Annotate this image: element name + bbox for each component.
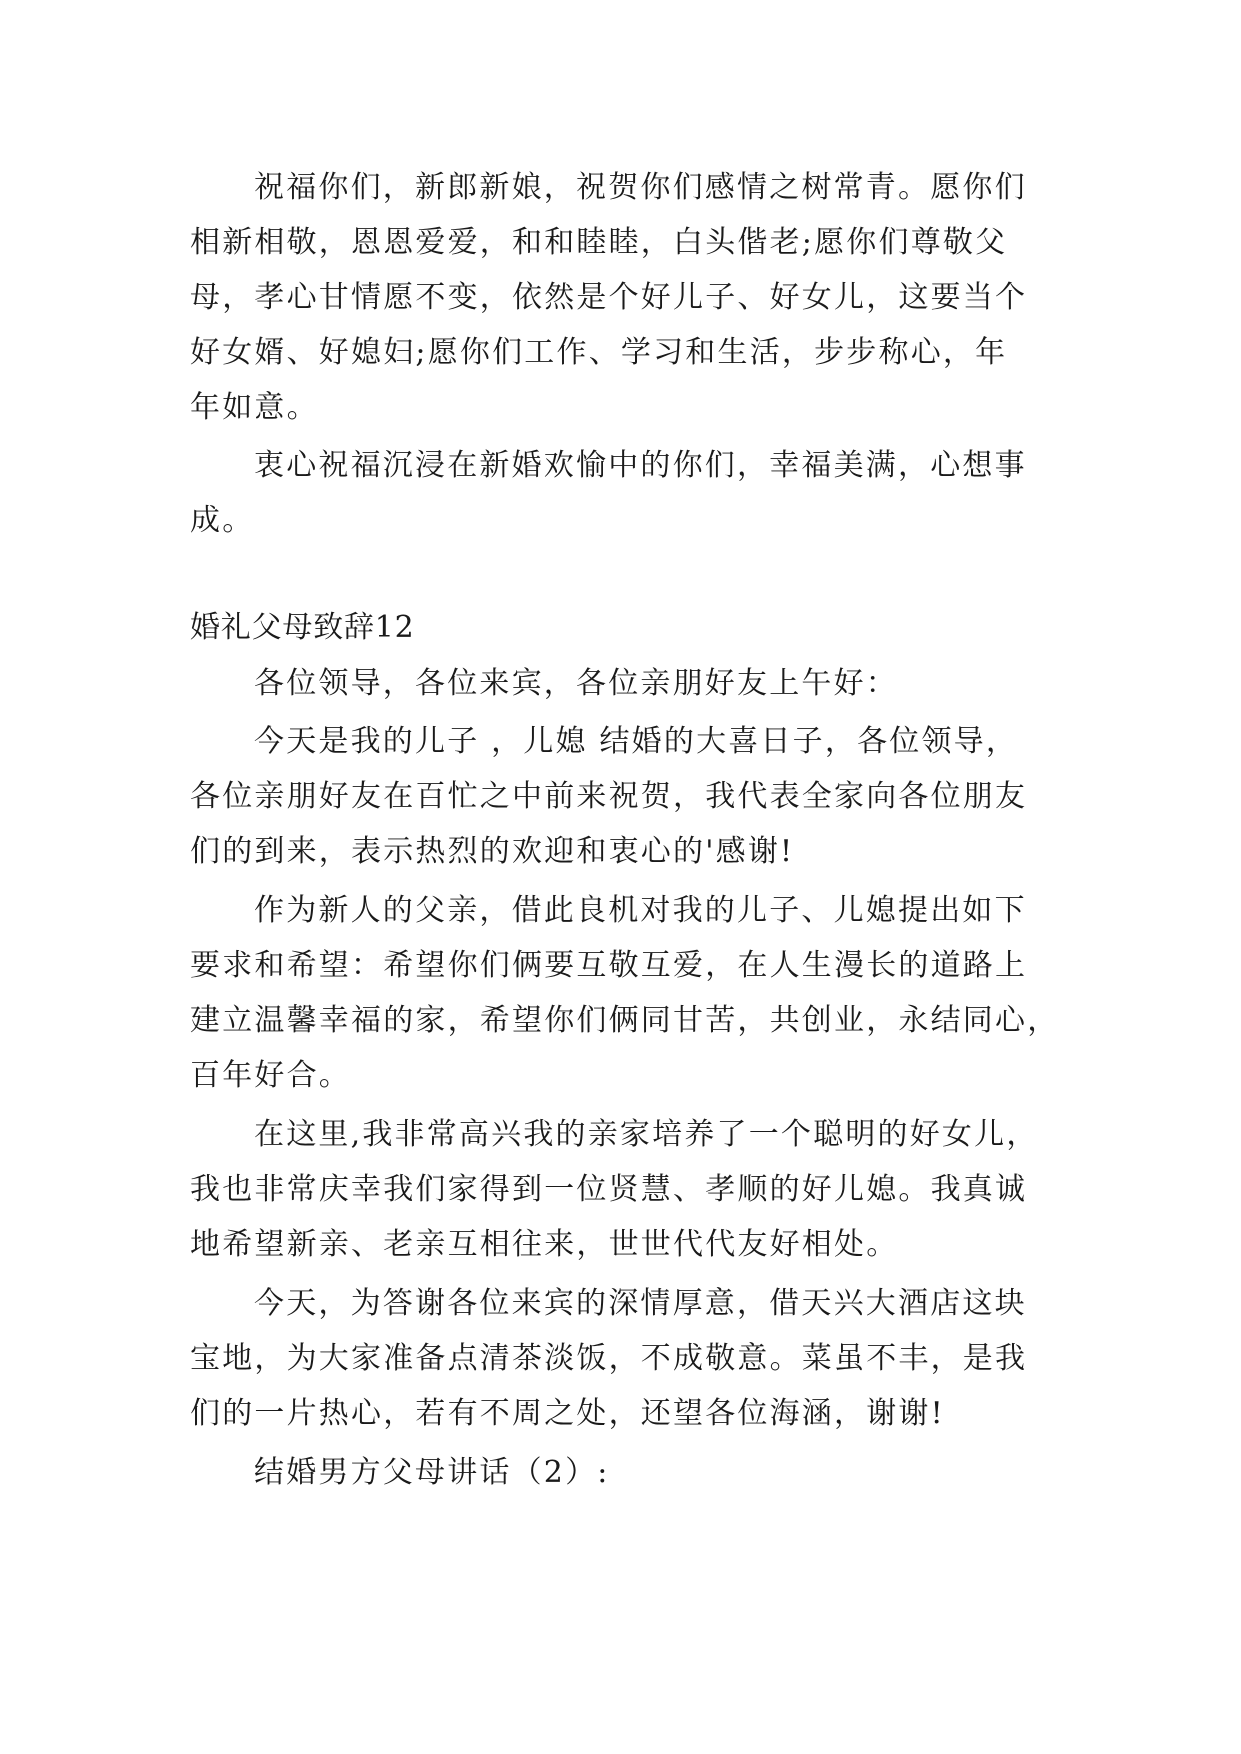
text-line: 作为新人的父亲，借此良机对我的儿子、儿媳提出如下 [254,893,1027,928]
text-line: 地希望新亲、老亲互相往来，世世代代友好相处。 [190,1227,899,1262]
text-line: 建立温馨幸福的家，希望你们俩同甘苦，共创业，永结同心， [190,1003,1060,1038]
text-line: 结婚男方父母讲话（2）: [254,1455,610,1490]
text-line: 祝福你们，新郎新娘，祝贺你们感情之树常青。愿你们 [254,170,1027,205]
text-line: 好女婿、好媳妇;愿你们工作、学习和生活，步步称心，年 [190,335,1008,370]
text-line: 衷心祝福沉浸在新婚欢愉中的你们，幸福美满，心想事 [254,448,1027,483]
text-line: 母，孝心甘情愿不变，依然是个好儿子、好女儿，这要当个 [190,280,1028,315]
text-line: 们的到来，表示热烈的欢迎和衷心的'感谢! [190,834,795,869]
text-line: 们的一片热心，若有不周之处，还望各位海涵，谢谢! [190,1396,945,1431]
section-heading: 婚礼父母致辞12 [190,610,415,645]
text-line: 今天是我的儿子 ，儿媳 结婚的大喜日子，各位领导， [254,724,1019,759]
text-line: 我也非常庆幸我们家得到一位贤慧、孝顺的好儿媳。我真诚 [190,1172,1028,1207]
text-line: 相新相敬，恩恩爱爱，和和睦睦，白头偕老;愿你们尊敬父 [190,225,1008,260]
text-line: 百年好合。 [190,1058,351,1093]
text-line: 年如意。 [190,390,319,425]
text-line: 宝地，为大家准备点清茶淡饭，不成敬意。菜虽不丰，是我 [190,1341,1028,1376]
text-line: 要求和希望：希望你们俩要互敬互爱，在人生漫长的道路上 [190,948,1028,983]
text-line: 成。 [190,503,255,538]
text-line: 各位领导，各位来宾，各位亲朋好友上午好： [254,666,898,701]
text-line: 各位亲朋好友在百忙之中前来祝贺，我代表全家向各位朋友 [190,779,1028,814]
text-line: 今天，为答谢各位来宾的深情厚意，借天兴大酒店这块 [254,1286,1027,1321]
text-line: 在这里,我非常高兴我的亲家培养了一个聪明的好女儿， [254,1117,1039,1152]
